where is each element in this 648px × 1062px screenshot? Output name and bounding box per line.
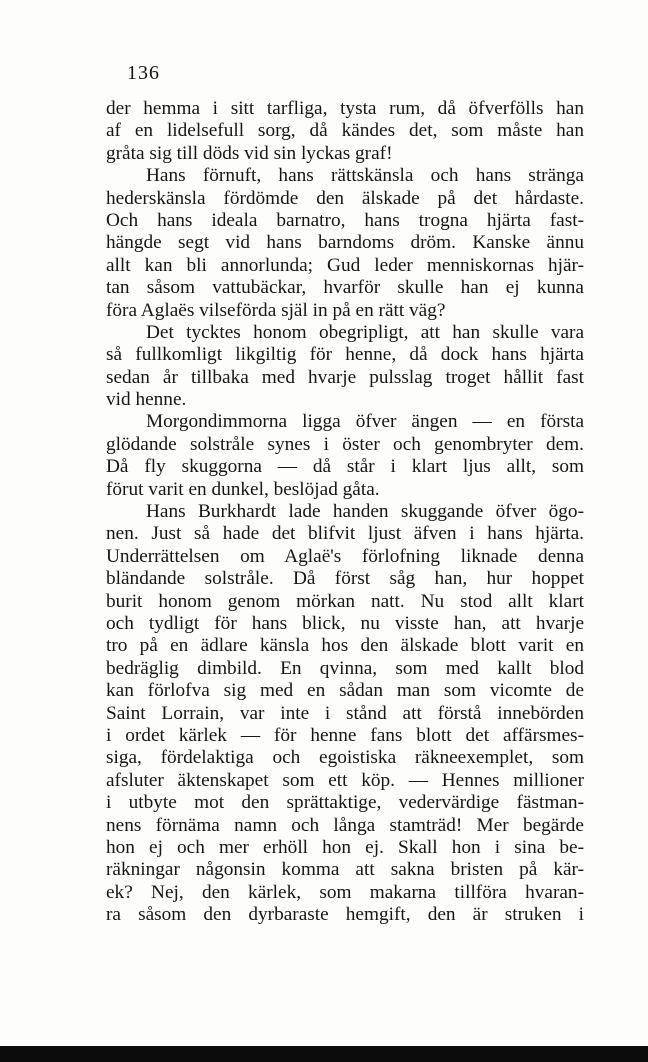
text-line: i ordet kärlek — för henne fans blott det affärsmes- — [106, 724, 584, 746]
text-line: glödande solstråle synes i öster och genombryter dem. — [106, 433, 584, 455]
text-line: siga, fördelaktiga och egoistiska räkneexemplet, som — [106, 747, 584, 769]
text-line: tro på en ädlare känsla hos den älskade blott varit en — [106, 635, 584, 657]
body-text — [106, 98, 584, 926]
text-line: burit honom genom mörkan natt. Nu stod allt klart — [106, 590, 584, 612]
text-line: der hemma i sitt tarfliga, tysta rum, då öfverfölls han — [106, 98, 584, 119]
text-line: tan såsom vattubäckar, hvarför skulle han ej kunna — [106, 277, 584, 299]
text-line: hon ej och mer erhöll hon ej. Skall hon i sina be- — [106, 836, 584, 858]
text-line: Saint Lorrain, var inte i stånd att förstå innebörden — [106, 702, 584, 724]
text-line: nen. Just så hade det blifvit ljust äfven i hans hjärta. — [106, 523, 584, 545]
text-line: Det tycktes honom obegripligt, att han skulle vara — [146, 321, 584, 343]
scan-edge — [0, 1046, 648, 1062]
text-line: vid henne. — [106, 389, 187, 411]
text-line: hederskänsla fördömde den älskade på det hårdaste. — [106, 187, 584, 209]
text-line: Morgondimmorna ligga öfver ängen — en första — [146, 411, 584, 433]
text-line: hängde segt vid hans barndoms dröm. Kanske ännu — [106, 232, 584, 254]
text-line: ra såsom den dyrbaraste hemgift, den är struken i — [106, 904, 584, 926]
text-line: ek? Nej, den kärlek, som makarna tillföra hvaran- — [106, 881, 584, 903]
text-line: kan förlofva sig med en sådan man som vicomte de — [106, 680, 584, 702]
text-line: sedan år tillbaka med hvarje pulsslag troget hållit fast — [106, 366, 584, 388]
text-line: bedräglig dimbild. En qvinna, som med kallt blod — [106, 657, 584, 679]
page-number: 136 — [127, 62, 160, 84]
text-line: Hans Burkhardt lade handen skuggande öfver ögo- — [146, 501, 584, 523]
text-line: Då fly skuggorna — då står i klart ljus allt, som — [106, 456, 584, 478]
text-line: i utbyte mot den sprättaktige, vedervärdige fästman- — [106, 792, 584, 814]
text-line: så fullkomligt likgiltig för henne, då dock hans hjärta — [106, 344, 584, 366]
text-line: allt kan bli annorlunda; Gud leder menniskornas hjär- — [106, 254, 584, 276]
text-line: Hans förnuft, hans rättskänsla och hans stränga — [146, 165, 584, 187]
text-line: gråta sig till döds vid sin lyckas graf! — [106, 142, 393, 164]
text-line: föra Aglaës vilseförda själ in på en rätt väg? — [106, 299, 446, 321]
text-line: Och hans ideala barnatro, hans trogna hjärta fast- — [106, 209, 584, 231]
text-line: af en lidelsefull sorg, då kändes det, som måste han — [106, 120, 584, 142]
text-line: räkningar någonsin komma att sakna bristen på kär- — [106, 859, 584, 881]
text-line: bländande solstråle. Då först såg han, hur hoppet — [106, 568, 584, 590]
text-line: Underrättelsen om Aglaë's förlofning liknade denna — [106, 545, 584, 567]
text-line: och tydligt för hans blick, nu visste han, att hvarje — [106, 612, 584, 634]
text-line: förut varit en dunkel, beslöjad gåta. — [106, 478, 380, 500]
text-line: nens förnäma namn och långa stamträd! Mer begärde — [106, 814, 584, 836]
text-line: afsluter äktenskapet som ett köp. — Hennes millioner — [106, 769, 584, 791]
